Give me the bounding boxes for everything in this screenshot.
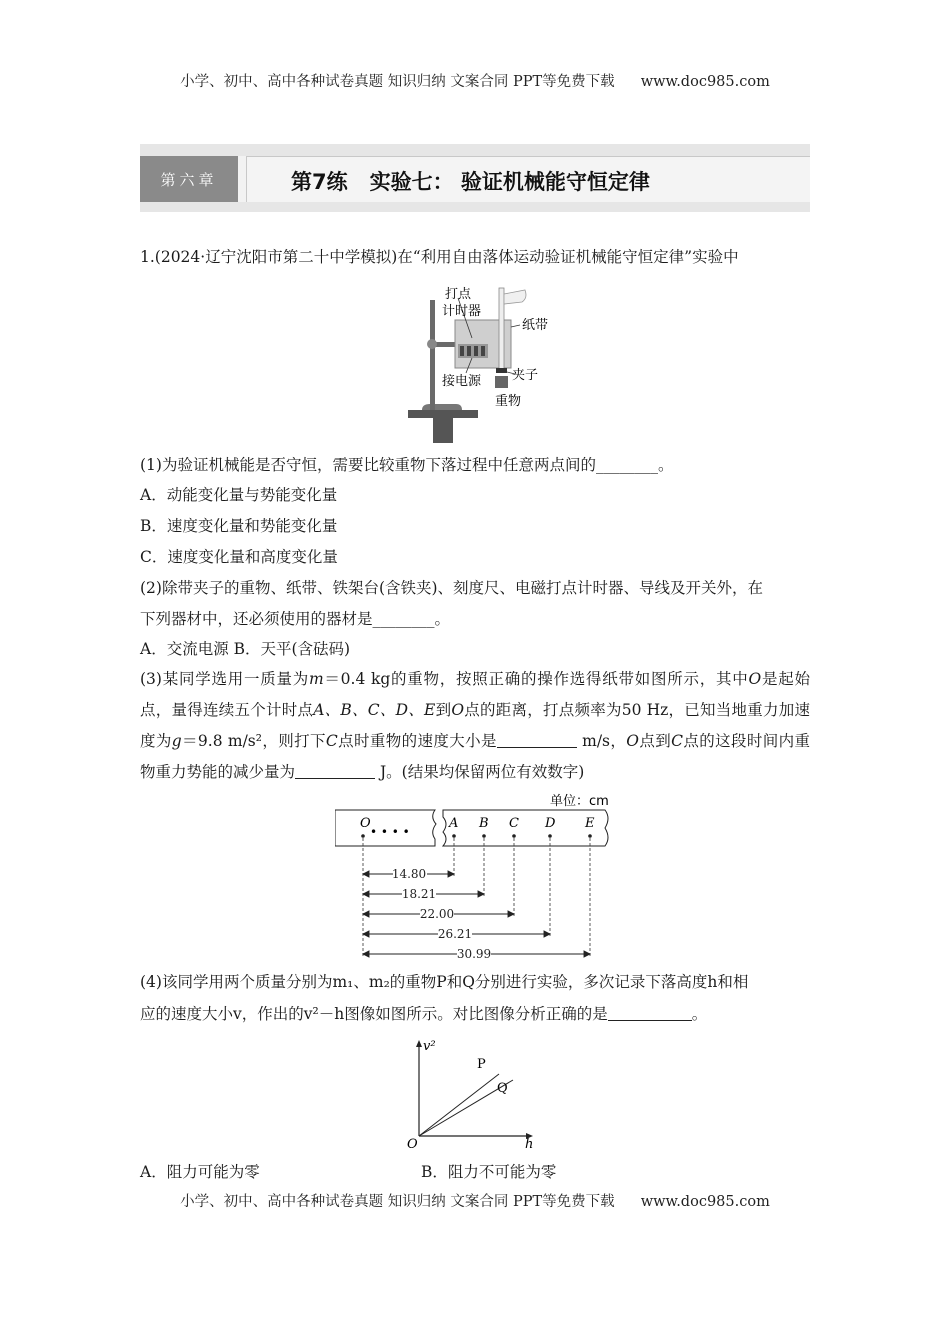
stand-base [408,410,478,418]
title-part-2: 实验七： 验证机械能守恒定律 [369,170,650,194]
footer-url: www.doc985.com [640,1194,770,1210]
p4-option-a: A．阻力可能为零 [140,1163,260,1181]
title-box [246,156,810,202]
answer-blank-velocity[interactable] [497,731,577,748]
point-O: O [360,816,371,831]
label-clip: 夹子 [512,368,539,383]
chapter-banner [140,144,810,212]
point-C: C [509,816,519,831]
answer-blank-energy[interactable] [295,762,375,779]
p3-stem: (3)某同学选用一质量为m＝0.4 kg的重物，按照正确的操作选得纸带如图所示，其中O是起始点，量得连续五个计时点A、B、C、D、E到O点的距离，打点频率为50 Hz，已知当地重力加速度为g＝9.8 m/s²，则打下C点时重物的速度大小是 m/s，O点到C点的这段时间内重物重力势能的减少量为 J。(结果均保留两位有效数字) [140,670,810,781]
footer-text: 小学、初中、高中各种试卷真题 知识归纳 文案合同 PPT等免费下载 [180,1194,615,1210]
point-E: E [585,816,595,831]
tape-right-segment [443,810,608,846]
header-url: www.doc985.com [640,74,770,90]
distance-C: 22.00 [419,907,455,921]
p1-option-c: C．速度变化量和高度变化量 [140,548,338,566]
label-power: 接电源 [442,374,482,389]
label-tape: 纸带 [522,318,549,333]
stand-pole [430,300,435,410]
label-P: P [477,1057,486,1072]
p4-line-1: (4)该同学用两个质量分别为m₁、m₂的重物P和Q分别进行实验，多次记录下落高度h和相 [140,973,749,991]
tape-dots: • • • • [370,825,410,839]
label-Q: Q [497,1081,508,1096]
line-P [419,1074,499,1136]
p2-stem-1: (2)除带夹子的重物、纸带、铁架台(含铁夹)、刻度尺、电磁打点计时器、导线及开关外，在 [140,579,764,597]
p1-option-b: B．速度变化量和势能变化量 [140,517,338,535]
x-axis-label: h [525,1137,534,1148]
tape [499,288,504,370]
site-header [0,70,950,91]
label-weight: 重物 [495,394,522,409]
title-part-1: 第7练 [291,170,348,194]
answer-blank-p4[interactable] [608,1004,692,1021]
question-intro: 1.(2024·辽宁沈阳市第二十中学模拟)在“利用自由落体运动验证机械能守恒定律”实验中 [140,248,739,266]
tape-figure [335,788,625,960]
distance-D: 26.21 [437,927,473,941]
distance-A: 14.80 [391,867,427,881]
p4-option-b: B．阻力不可能为零 [421,1163,557,1181]
weight [495,376,508,388]
label-timer-2: 计时器 [442,304,482,319]
p2-options: A．交流电源 B．天平(含砝码) [140,640,351,658]
point-A: A [449,816,459,831]
label-timer-1: 打点 [445,287,472,302]
apparatus-figure [400,280,570,445]
distance-E: 30.99 [456,947,492,960]
distance-B: 18.21 [401,887,437,901]
page-title [291,166,650,196]
point-B: B [479,816,489,831]
chapter-label: 第六章 [140,156,238,202]
p1-option-a: A．动能变化量与势能变化量 [140,486,338,504]
site-footer [0,1190,950,1211]
origin-label: O [407,1137,418,1148]
clip [496,368,507,373]
p2-stem-2: 下列器材中，还必须使用的器材是________。 [140,610,451,628]
point-D: D [545,816,556,831]
p1-stem: (1)为验证机械能是否守恒，需要比较重物下落过程中任意两点间的________。 [140,456,674,474]
y-axis-label: v² [423,1039,436,1054]
tape-unit: 单位：cm [550,794,609,809]
header-text: 小学、初中、高中各种试卷真题 知识归纳 文案合同 PPT等免费下载 [180,74,615,90]
p4-line-2: 应的速度大小v，作出的v²－h图像如图所示。对比图像分析正确的是 。 [140,1005,708,1023]
v2-h-graph [405,1036,540,1148]
